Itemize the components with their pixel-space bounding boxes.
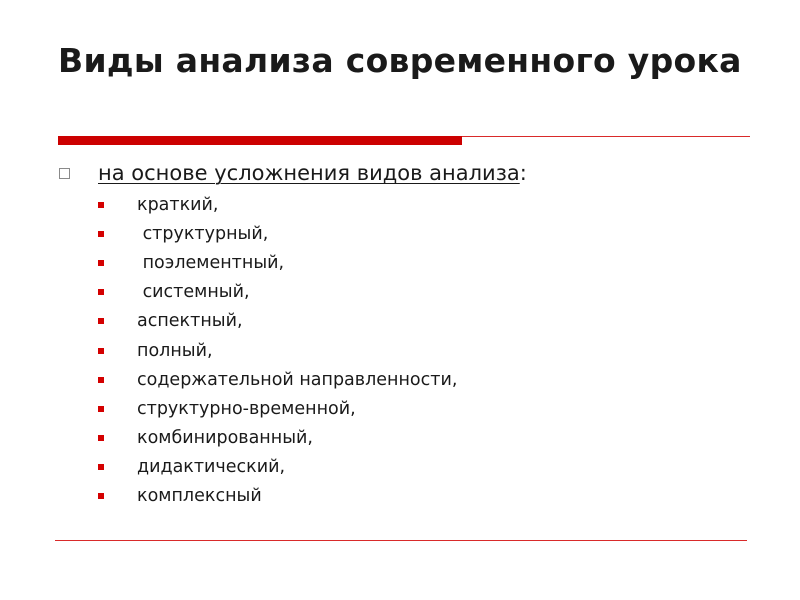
footer-divider [55,540,747,541]
red-square-bullet-icon [98,318,104,324]
sub-item-label: структурно-временной, [137,398,356,419]
sub-item-label: аспектный, [137,311,243,332]
sub-list-item [98,190,457,219]
sub-list-item [98,219,457,248]
red-square-bullet-icon [98,231,104,237]
main-list-item [58,158,527,188]
sub-item-label: краткий, [137,194,219,215]
red-square-bullet-icon [98,406,104,412]
red-square-bullet-icon [98,260,104,266]
sub-item-label: содержательной направленности, [137,369,458,390]
sub-item-label: комбинированный, [137,428,313,449]
red-square-bullet-icon [98,435,104,441]
sub-list-item [98,365,457,394]
sub-list-item [98,307,457,336]
red-square-bullet-icon [98,377,104,383]
red-square-bullet-icon [98,464,104,470]
sub-item-label: полный, [137,340,213,361]
sub-list-item [98,482,457,511]
sub-item-label: комплексный [137,486,262,507]
red-square-bullet-icon [98,202,104,208]
main-item-label-suffix: : [519,161,527,185]
sub-item-label: структурный, [137,223,269,244]
sub-list-item [98,453,457,482]
sub-list-item [98,248,457,277]
sub-list-item [98,278,457,307]
title-divider-accent [58,136,462,145]
hollow-square-bullet-icon [59,168,70,179]
main-item-label-underlined: на основе усложнения видов анализа [98,161,520,185]
sub-item-label: дидактический, [137,457,286,478]
sub-list-item [98,424,457,453]
sub-item-label: поэлементный, [137,252,285,273]
red-square-bullet-icon [98,493,104,499]
sub-list [98,190,457,511]
sub-list-item [98,394,457,423]
sub-list-item [98,336,457,365]
sub-item-label: системный, [137,282,250,303]
slide-title: Виды анализа современного урока [58,41,742,80]
main-item-label [98,161,527,185]
red-square-bullet-icon [98,348,104,354]
red-square-bullet-icon [98,289,104,295]
